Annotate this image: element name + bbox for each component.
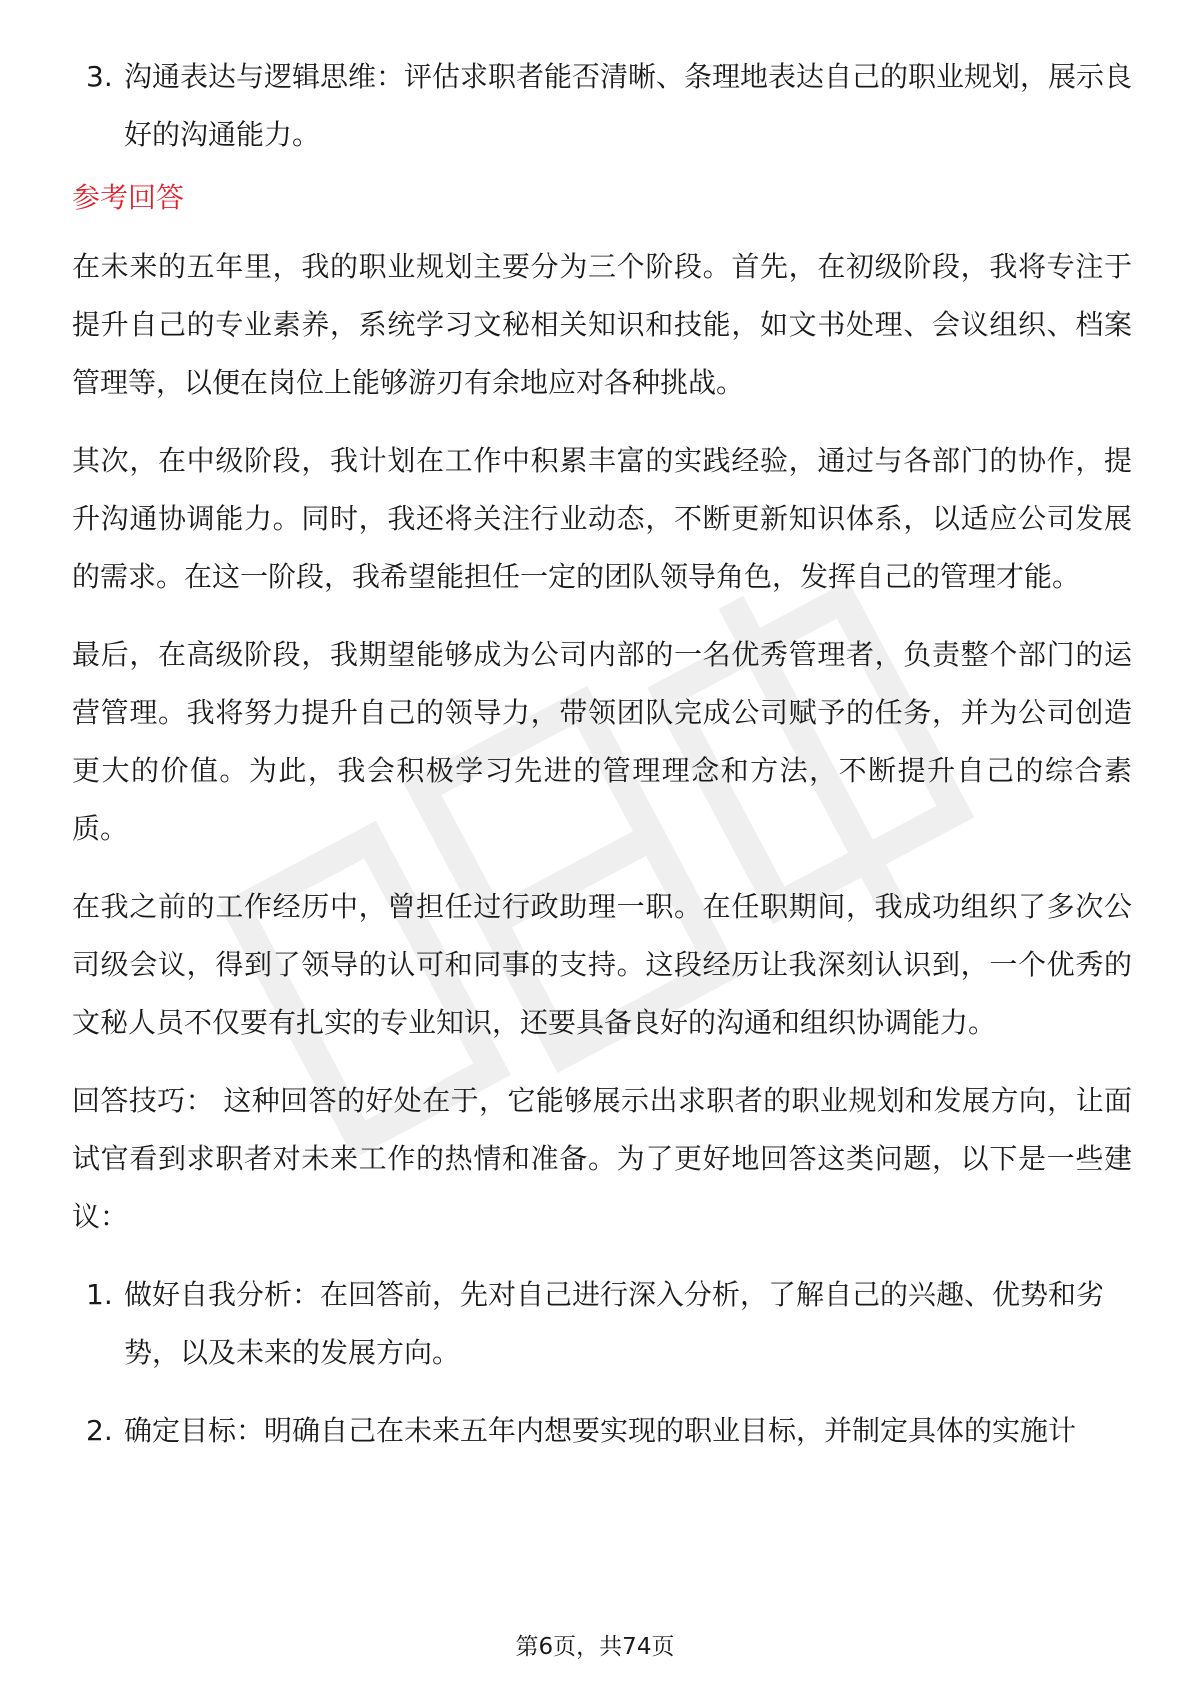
paragraph-4: 在我之前的工作经历中，曾担任过行政助理一职。在任职期间，我成功组织了多次公司级会议，得到了领导的认可和同事的支持。这段经历让我深刻认识到，一个优秀的文秘人员不仅要有扎实的专业知识，还要具备良好的沟通和组织协调能力。 [72,890,1132,1039]
list-number: 2. [86,1414,113,1447]
list-text: 确定目标：明确自己在未来五年内想要实现的职业目标，并制定具体的实施计 [124,1414,1077,1447]
section-heading: 参考回答 [72,181,185,214]
paragraph-1: 在未来的五年里，我的职业规划主要分为三个阶段。首先，在初级阶段，我将专注于提升自己的专业素养，系统学习文秘相关知识和技能，如文书处理、会议组织、档案管理等，以便在岗位上能够游刃有余地应对各种挑战。 [72,250,1132,399]
list-number: 3. [86,60,113,93]
list-item-2 [72,1402,1132,1460]
paragraph-3: 最后，在高级阶段，我期望能够成为公司内部的一名优秀管理者，负责整个部门的运营管理。我将努力提升自己的领导力，带领团队完成公司赋予的任务，并为公司创造更大的价值。为此，我会积极学习先进的管理理念和方法，不断提升自己的综合素质。 [72,638,1132,845]
document-content [72,56,1132,1460]
list-item-1 [72,1266,1132,1382]
list-item-3 [72,48,1132,164]
page-footer: 第6页，共74页 [515,1634,675,1660]
list-text: 沟通表达与逻辑思维：评估求职者能否清晰、条理地表达自己的职业规划，展示良好的沟通能力。 [124,60,1133,151]
list-number: 1. [86,1278,113,1311]
paragraph-tips: 回答技巧： 这种回答的好处在于，它能够展示出求职者的职业规划和发展方向，让面试官看到求职者对未来工作的热情和准备。为了更好地回答这类问题，以下是一些建议： [72,1084,1132,1233]
paragraph-2: 其次，在中级阶段，我计划在工作中积累丰富的实践经验，通过与各部门的协作，提升沟通协调能力。同时，我还将关注行业动态，不断更新知识体系，以适应公司发展的需求。在这一阶段，我希望能担任一定的团队领导角色，发挥自己的管理才能。 [72,444,1132,593]
list-text: 做好自我分析：在回答前，先对自己进行深入分析，了解自己的兴趣、优势和劣势，以及未来的发展方向。 [124,1278,1105,1369]
